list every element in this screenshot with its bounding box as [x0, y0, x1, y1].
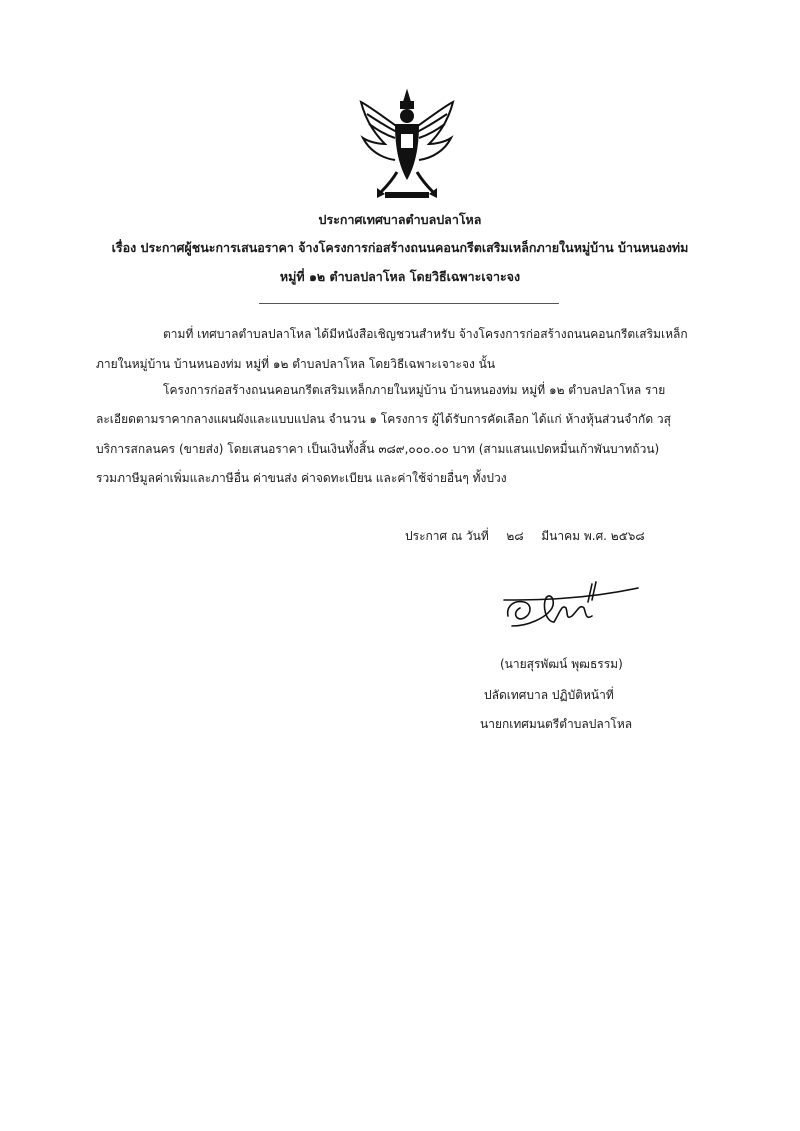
paragraph-2-line-1: โครงการก่อสร้างถนนคอนกรีตเสริมเหล็กภายในหมู่บ้าน บ้านหนองท่ม หมู่ที่ ๑๒ ตำบลปลาโหล ราย: [163, 383, 666, 397]
header-divider: [259, 303, 559, 304]
announcement-subject: เรื่อง ประกาศผู้ชนะการเสนอราคา จ้างโครงการก่อสร้างถนนคอนกรีตเสริมเหล็กภายในหมู่บ้าน บ้านหนองท่ม: [111, 240, 689, 255]
paragraph-2-line-2: ละเอียดตามราคากลางแผนผังและแบบแปลน จำนวน ๑ โครงการ ผู้ได้รับการคัดเลือก ได้แก่ ห้างหุ้นส่วนจำกัด วสุ: [96, 412, 671, 426]
date-month-year: มีนาคม พ.ศ. ๒๕๖๘: [541, 529, 645, 543]
handwritten-signature: [502, 578, 642, 640]
paragraph-1-line-2: ภายในหมู่บ้าน บ้านหนองท่ม หมู่ที่ ๑๒ ตำบลปลาโหล โดยวิธีเฉพาะเจาะจง นั้น: [96, 357, 496, 371]
paragraph-1-line-1: ตามที่ เทศบาลตำบลปลาโหล ได้มีหนังสือเชิญชวนสำหรับ จ้างโครงการก่อสร้างถนนคอนกรีตเสริมเหล็ก: [163, 327, 688, 341]
announcement-date: [405, 527, 645, 546]
date-prefix: ประกาศ ณ วันที่: [405, 529, 489, 543]
paragraph-2-line-3: บริการสกลนคร (ขายส่ง) โดยเสนอราคา เป็นเงินทั้งสิ้น ๓๘๙,๐๐๐.๐๐ บาท (สามแสนแปดหมื่นเก้าพันบาทถ้วน): [96, 442, 660, 456]
date-day: ๒๘: [506, 529, 524, 543]
signatory-position: ปลัดเทศบาล ปฏิบัติหน้าที่: [484, 688, 614, 702]
signatory-name: (นายสุรพัฒน์ พุฒธรรม): [500, 657, 623, 671]
signatory-role: นายกเทศมนตรีตำบลปลาโหล: [480, 717, 633, 731]
announcement-organization: ประกาศเทศบาลตำบลปลาโหล: [318, 212, 482, 227]
paragraph-2-line-4: รวมภาษีมูลค่าเพิ่มและภาษีอื่น ค่าขนส่ง ค่าจดทะเบียน และค่าใช้จ่ายอื่นๆ ทั้งปวง: [96, 471, 507, 485]
announcement-subject-continued: หมู่ที่ ๑๒ ตำบลปลาโหล โดยวิธีเฉพาะเจาะจง: [279, 269, 521, 284]
garuda-emblem-icon: [355, 88, 459, 204]
